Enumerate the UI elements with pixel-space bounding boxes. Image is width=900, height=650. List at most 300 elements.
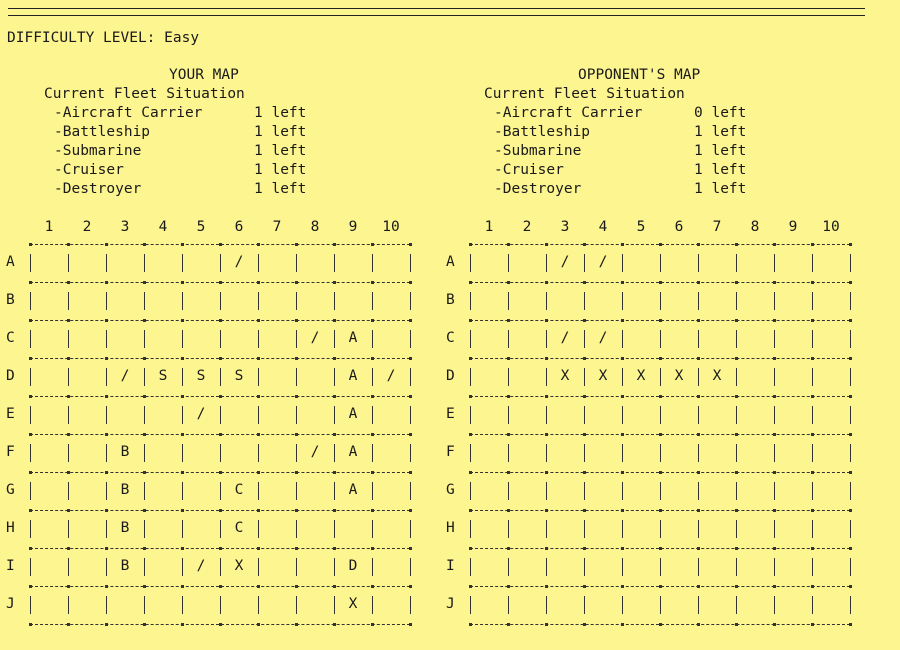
grid-cell[interactable] [470,367,508,386]
grid-corner [105,547,108,550]
grid-cell[interactable] [546,557,584,576]
grid-cell[interactable]: / [598,254,608,270]
grid-cell[interactable] [508,519,546,538]
ship-name: -Aircraft Carrier [54,105,203,121]
grid-corner [409,509,412,512]
grid-corner [67,357,70,360]
grid-corner [67,585,70,588]
grid-cell [296,481,334,500]
grid-cell [258,291,296,310]
grid-bar [850,406,851,424]
grid-cell[interactable] [812,481,850,500]
grid-cell[interactable] [774,595,812,614]
grid-cell[interactable] [812,595,850,614]
grid-corner [295,623,298,626]
grid-corner [181,509,184,512]
grid-corner [621,547,624,550]
opponent-fleet-row [494,142,746,161]
grid-corner [811,281,814,284]
grid-corner [697,395,700,398]
grid-corner [333,547,336,550]
grid-corner [371,471,374,474]
grid-cell[interactable] [546,443,584,462]
grid-cell [372,519,410,538]
grid-corner [371,585,374,588]
grid-cell[interactable] [508,291,546,310]
grid-corner [583,281,586,284]
column-label: 6 [234,219,244,235]
grid-cell[interactable] [584,595,622,614]
grid-corner [849,471,852,474]
grid-cell[interactable] [774,443,812,462]
grid-corner [849,585,852,588]
grid-cell[interactable]: X [712,368,722,384]
ship-count: 1 left [254,105,307,121]
grid-cell[interactable] [698,405,736,424]
grid-cell [144,595,182,614]
grid-cell[interactable] [470,519,508,538]
row-label: D [6,368,15,384]
grid-cell [372,595,410,614]
grid-cell [258,443,296,462]
grid-cell[interactable] [698,253,736,272]
grid-cell [296,291,334,310]
grid-cell [144,291,182,310]
grid-cell[interactable] [698,519,736,538]
grid-cell [258,595,296,614]
grid-cell[interactable] [660,291,698,310]
grid-cell[interactable] [736,481,774,500]
grid-cell[interactable] [470,291,508,310]
grid-corner [773,243,776,246]
ship-count: 1 left [254,162,307,178]
grid-corner [105,623,108,626]
grid-cell[interactable] [470,595,508,614]
grid-cell: S [158,368,168,384]
grid-corner [333,395,336,398]
grid-corner [735,243,738,246]
grid-cell [182,595,220,614]
grid-cell[interactable]: / [560,254,570,270]
grid-cell [144,481,182,500]
grid-cell: / [196,558,206,574]
grid-cell: B [120,520,130,536]
grid-cell [334,519,372,538]
column-label: 7 [272,219,282,235]
grid-cell[interactable] [736,291,774,310]
grid-cell[interactable] [736,595,774,614]
grid-cell [30,443,68,462]
grid-cell[interactable] [660,481,698,500]
grid-cell[interactable]: X [674,368,684,384]
grid-corner [219,547,222,550]
grid-corner [29,623,32,626]
grid-corner [67,509,70,512]
grid-cell[interactable] [736,443,774,462]
grid-cell [296,253,334,272]
grid-cell[interactable]: X [636,368,646,384]
ship-name: -Cruiser [494,162,564,178]
row-label: C [6,330,15,346]
grid-corner [849,319,852,322]
grid-cell[interactable] [736,557,774,576]
grid-cell: A [348,406,358,422]
grid-cell[interactable] [622,519,660,538]
grid-cell[interactable] [470,481,508,500]
grid-cell[interactable]: / [598,330,608,346]
grid-corner [697,623,700,626]
grid-cell[interactable] [736,253,774,272]
grid-cell[interactable] [622,443,660,462]
grid-cell [258,253,296,272]
grid-cell[interactable] [470,443,508,462]
grid-bar [850,596,851,614]
grid-cell[interactable] [584,557,622,576]
grid-cell [30,291,68,310]
grid-corner [29,547,32,550]
grid-cell[interactable] [812,519,850,538]
grid-cell[interactable] [812,329,850,348]
grid-cell[interactable] [470,329,508,348]
grid-corner [545,547,548,550]
grid-corner [773,623,776,626]
grid-cell[interactable] [622,329,660,348]
row-label: G [6,482,15,498]
grid-corner [67,243,70,246]
grid-corner [219,509,222,512]
grid-corner [409,395,412,398]
grid-corner [849,623,852,626]
grid-corner [143,623,146,626]
column-label: 8 [310,219,320,235]
grid-cell[interactable]: X [598,368,608,384]
grid-cell [68,367,106,386]
grid-cell[interactable] [660,329,698,348]
grid-corner [659,509,662,512]
grid-cell[interactable] [736,519,774,538]
ship-count: 1 left [694,124,747,140]
grid-corner [659,357,662,360]
grid-cell [68,595,106,614]
your-fleet-row [54,161,306,180]
grid-cell[interactable] [584,291,622,310]
grid-corner [257,243,260,246]
grid-corner [219,623,222,626]
your-fleet-row [54,104,306,123]
grid-corner [143,319,146,322]
grid-cell[interactable] [660,595,698,614]
grid-corner [295,433,298,436]
grid-corner [105,395,108,398]
grid-corner [621,433,624,436]
grid-cell[interactable] [546,481,584,500]
grid-corner [409,547,412,550]
grid-corner [545,395,548,398]
grid-corner [295,585,298,588]
grid-cell[interactable] [508,557,546,576]
grid-corner [469,357,472,360]
grid-corner [29,585,32,588]
grid-corner [621,623,624,626]
grid-corner [295,547,298,550]
grid-corner [409,319,412,322]
grid-cell[interactable] [774,291,812,310]
grid-cell[interactable] [546,405,584,424]
grid-corner [583,547,586,550]
grid-cell [68,519,106,538]
grid-corner [181,585,184,588]
grid-corner [469,281,472,284]
grid-corner [621,319,624,322]
grid-cell: / [310,330,320,346]
grid-cell[interactable] [508,253,546,272]
opponent-fleet-title: Current Fleet Situation [484,86,685,102]
grid-cell [144,557,182,576]
grid-corner [659,547,662,550]
grid-corner [469,585,472,588]
grid-corner [257,547,260,550]
separator-rule [8,8,865,16]
grid-cell[interactable] [812,253,850,272]
grid-corner [105,471,108,474]
grid-corner [849,357,852,360]
grid-cell[interactable] [660,443,698,462]
grid-cell: / [234,254,244,270]
grid-corner [773,357,776,360]
column-label: 2 [82,219,92,235]
grid-cell[interactable] [508,405,546,424]
grid-cell[interactable] [774,367,812,386]
grid-cell[interactable] [736,367,774,386]
grid-corner [583,357,586,360]
grid-corner [67,623,70,626]
grid-corner [545,509,548,512]
row-label: I [446,558,455,574]
grid-cell[interactable] [622,405,660,424]
grid-corner [333,357,336,360]
grid-corner [371,623,374,626]
grid-corner [295,509,298,512]
grid-corner [257,357,260,360]
grid-cell[interactable] [508,329,546,348]
grid-corner [659,395,662,398]
grid-cell[interactable] [698,481,736,500]
grid-corner [697,433,700,436]
grid-corner [257,319,260,322]
grid-cell[interactable] [812,443,850,462]
grid-corner [469,471,472,474]
difficulty-value: Easy [164,30,200,46]
your-map-title: YOUR MAP [169,67,239,83]
grid-corner [697,471,700,474]
grid-cell [372,443,410,462]
grid-cell [68,405,106,424]
grid-cell[interactable] [470,557,508,576]
grid-cell [372,253,410,272]
grid-corner [849,547,852,550]
grid-bar [410,558,411,576]
grid-cell[interactable] [698,443,736,462]
grid-cell[interactable] [584,481,622,500]
ship-count: 0 left [694,105,747,121]
grid-cell [182,519,220,538]
grid-cell[interactable] [508,443,546,462]
grid-cell[interactable] [508,481,546,500]
row-label: F [446,444,455,460]
grid-corner [811,585,814,588]
grid-cell[interactable] [698,291,736,310]
column-label: 6 [674,219,684,235]
grid-cell[interactable] [660,557,698,576]
grid-cell[interactable] [622,481,660,500]
grid-corner [219,471,222,474]
ship-count: 1 left [694,181,747,197]
grid-cell[interactable] [774,481,812,500]
column-label: 9 [788,219,798,235]
grid-cell[interactable] [508,367,546,386]
column-label: 8 [750,219,760,235]
grid-cell[interactable] [774,557,812,576]
grid-cell[interactable]: X [560,368,570,384]
grid-corner [735,509,738,512]
grid-corner [371,319,374,322]
grid-corner [545,585,548,588]
grid-corner [29,509,32,512]
grid-corner [735,623,738,626]
grid-bar [410,292,411,310]
grid-bar [850,558,851,576]
grid-corner [773,319,776,322]
grid-corner [811,547,814,550]
grid-cell: / [386,368,396,384]
grid-corner [181,433,184,436]
row-label: B [446,292,455,308]
grid-corner [219,395,222,398]
grid-corner [621,357,624,360]
grid-cell [372,481,410,500]
grid-corner [507,623,510,626]
grid-cell[interactable] [812,557,850,576]
grid-corner [257,395,260,398]
grid-corner [583,623,586,626]
grid-corner [181,471,184,474]
grid-cell[interactable] [546,595,584,614]
grid-cell[interactable] [812,405,850,424]
grid-cell [258,405,296,424]
grid-corner [143,547,146,550]
grid-cell[interactable] [812,367,850,386]
grid-corner [29,243,32,246]
grid-cell[interactable] [584,405,622,424]
grid-cell[interactable] [736,329,774,348]
grid-corner [257,471,260,474]
grid-cell [30,595,68,614]
grid-cell[interactable] [774,253,812,272]
grid-cell[interactable] [774,329,812,348]
grid-cell [68,481,106,500]
grid-cell[interactable] [622,291,660,310]
grid-corner [545,357,548,360]
grid-cell[interactable] [622,253,660,272]
grid-corner [257,585,260,588]
ship-name: -Cruiser [54,162,124,178]
grid-cell[interactable] [774,519,812,538]
grid-cell[interactable] [622,557,660,576]
grid-cell[interactable] [622,595,660,614]
grid-corner [621,585,624,588]
grid-corner [849,281,852,284]
grid-corner [773,509,776,512]
ship-name: -Aircraft Carrier [494,105,643,121]
grid-cell [106,253,144,272]
your-fleet-row [54,123,306,142]
grid-cell[interactable]: / [560,330,570,346]
grid-cell[interactable] [546,291,584,310]
grid-corner [181,243,184,246]
grid-corner [333,509,336,512]
grid-cell[interactable] [508,595,546,614]
column-label: 7 [712,219,722,235]
grid-cell[interactable] [660,405,698,424]
grid-corner [29,281,32,284]
grid-corner [621,395,624,398]
grid-cell[interactable] [660,519,698,538]
grid-cell[interactable] [736,405,774,424]
grid-cell[interactable] [546,519,584,538]
grid-corner [295,357,298,360]
grid-cell [30,557,68,576]
grid-cell[interactable] [660,253,698,272]
grid-corner [105,585,108,588]
grid-cell [372,405,410,424]
grid-corner [181,395,184,398]
grid-corner [697,243,700,246]
grid-cell[interactable] [698,557,736,576]
grid-corner [583,395,586,398]
grid-cell[interactable] [470,405,508,424]
grid-cell: / [120,368,130,384]
grid-corner [219,585,222,588]
grid-corner [29,471,32,474]
grid-corner [371,243,374,246]
grid-cell [106,329,144,348]
grid-cell[interactable] [470,253,508,272]
grid-bar [850,444,851,462]
grid-corner [811,357,814,360]
grid-corner [507,433,510,436]
grid-corner [105,243,108,246]
grid-bar [850,482,851,500]
grid-cell[interactable] [584,443,622,462]
grid-corner [849,243,852,246]
grid-cell [220,595,258,614]
grid-cell[interactable] [698,329,736,348]
grid-cell [30,367,68,386]
grid-cell[interactable] [698,595,736,614]
grid-corner [409,585,412,588]
grid-cell [144,405,182,424]
grid-cell[interactable] [812,291,850,310]
grid-cell [258,481,296,500]
opponent-map-title: OPPONENT'S MAP [578,67,701,83]
grid-corner [295,243,298,246]
grid-cell [144,329,182,348]
grid-cell [296,557,334,576]
ship-name: -Submarine [494,143,582,159]
row-label: E [6,406,15,422]
grid-cell[interactable] [584,519,622,538]
grid-cell[interactable] [774,405,812,424]
